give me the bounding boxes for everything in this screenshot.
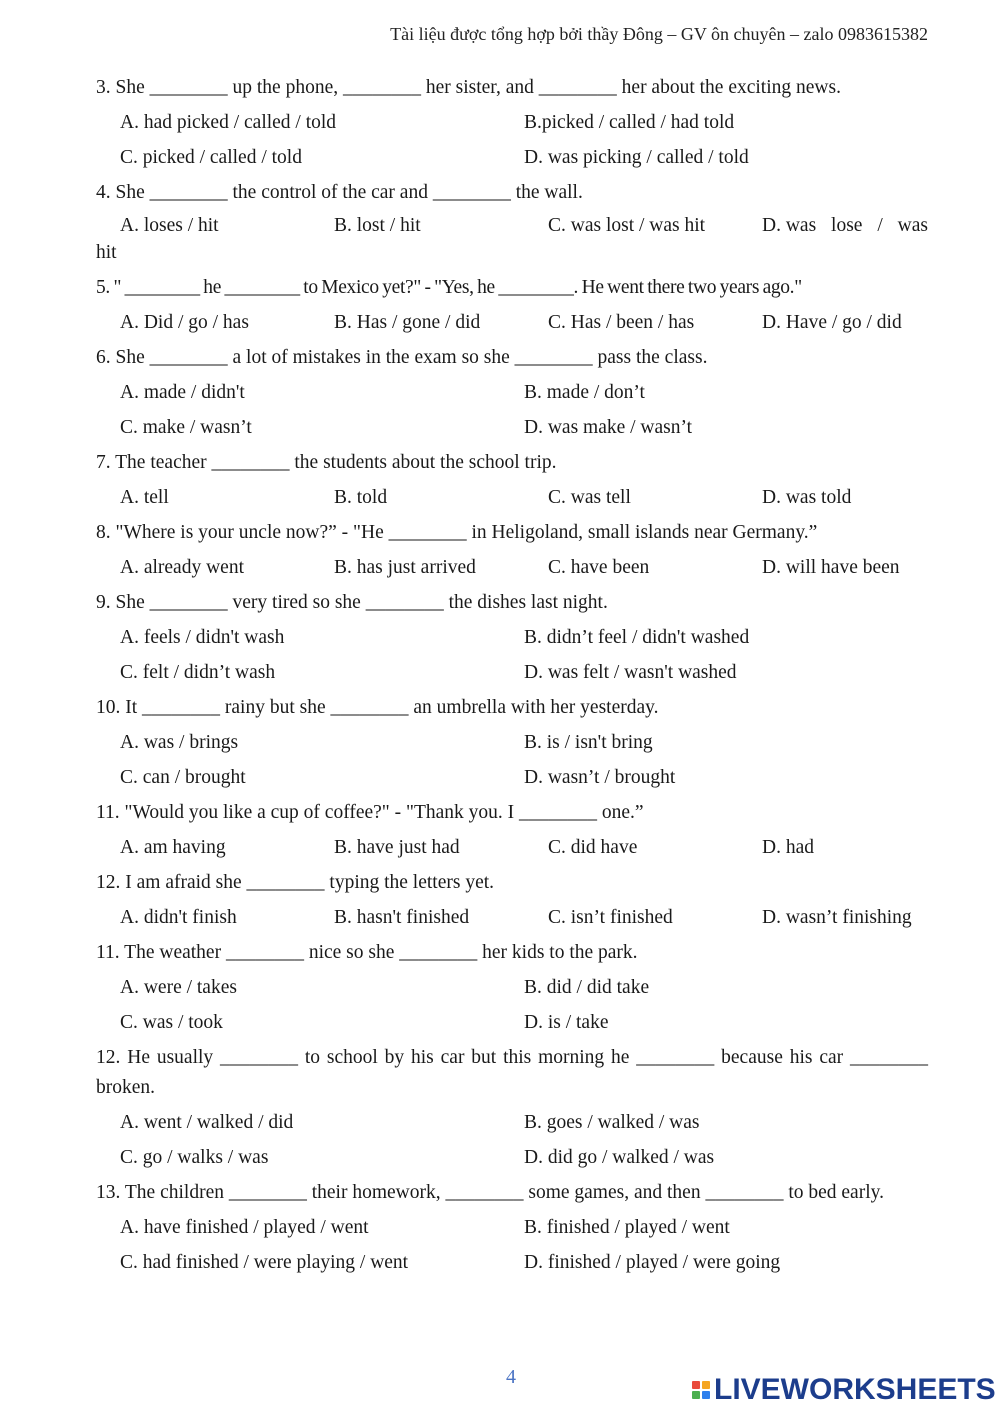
page-header: Tài liệu được tổng hợp bởi thầy Đông – GV ôn chuyên – zalo 0983615382 (390, 24, 928, 44)
options-row (96, 210, 928, 242)
option-a[interactable]: A. have finished / played / went (120, 1216, 369, 1238)
option-c[interactable]: C. had finished / were playing / went (120, 1251, 409, 1273)
options-row (96, 900, 928, 935)
question-8 (96, 515, 928, 585)
options-row (96, 1005, 928, 1040)
options-row (96, 970, 928, 1005)
option-d[interactable]: D. finished / played / were going (524, 1251, 781, 1273)
option-d[interactable]: D. was told (762, 486, 852, 508)
options-row (96, 1105, 928, 1140)
question-11b (96, 935, 928, 1040)
option-a[interactable]: A. had picked / called / told (120, 111, 337, 133)
option-d-part: lose (831, 215, 863, 236)
option-b[interactable]: B. goes / walked / was (524, 1111, 700, 1133)
options-row (96, 620, 928, 655)
options-row (96, 140, 928, 175)
question-stem: 13. The children ________ their homework, ________ some games, and then ________ to bed early. (96, 1181, 884, 1203)
question-stem: 11. "Would you like a cup of coffee?" - "Thank you. I ________ one.” (96, 801, 644, 823)
option-a[interactable]: A. am having (120, 836, 226, 858)
options-row (96, 410, 928, 445)
option-d[interactable]: D. wasn’t finishing (762, 906, 912, 928)
question-10 (96, 690, 928, 795)
option-c[interactable]: C. go / walks / was (120, 1146, 269, 1168)
question-12 (96, 865, 928, 935)
option-b[interactable]: B. hasn't finished (334, 906, 470, 928)
options-row (96, 375, 928, 410)
logo-square (692, 1391, 700, 1399)
option-a[interactable]: A. loses / hit (120, 215, 219, 236)
liveworksheets-logo-icon (692, 1381, 710, 1399)
logo-square (702, 1381, 710, 1389)
option-b[interactable]: B. made / don’t (524, 381, 645, 403)
options-row (96, 1210, 928, 1245)
options-row (96, 105, 928, 140)
option-d[interactable]: D. did go / walked / was (524, 1146, 715, 1168)
option-d-part: was (897, 215, 928, 236)
option-d[interactable] (762, 215, 928, 237)
question-13 (96, 1175, 928, 1280)
option-c[interactable]: C. felt / didn’t wash (120, 661, 276, 683)
option-d[interactable]: D. had (762, 836, 814, 858)
option-b[interactable]: B. finished / played / went (524, 1216, 730, 1238)
option-c[interactable]: C. did have (548, 836, 638, 858)
option-d[interactable]: D. was make / wasn’t (524, 416, 693, 438)
option-b[interactable]: B. Has / gone / did (334, 311, 481, 333)
options-row (96, 550, 928, 585)
question-stem: 7. The teacher ________ the students about the school trip. (96, 451, 557, 473)
option-a[interactable]: A. feels / didn't wash (120, 626, 285, 648)
option-c[interactable]: C. have been (548, 556, 650, 578)
page-number: 4 (506, 1366, 516, 1388)
question-12b (96, 1040, 928, 1175)
option-a[interactable]: A. already went (120, 556, 244, 578)
option-b[interactable]: B.picked / called / had told (524, 111, 735, 133)
question-stem: 10. It ________ rainy but she ________ an umbrella with her yesterday. (96, 696, 659, 718)
option-c[interactable]: C. can / brought (120, 766, 246, 788)
question-11 (96, 795, 928, 865)
option-b[interactable]: B. have just had (334, 836, 460, 858)
question-5 (96, 270, 928, 340)
question-stem: 4. She ________ the control of the car and ________ the wall. (96, 181, 583, 203)
question-stem: 6. She ________ a lot of mistakes in the exam so she ________ pass the class. (96, 346, 708, 368)
option-a[interactable]: A. was / brings (120, 731, 239, 753)
option-b[interactable]: B. lost / hit (334, 215, 421, 236)
question-stem: 12. I am afraid she ________ typing the letters yet. (96, 871, 495, 893)
option-a[interactable]: A. Did / go / has (120, 311, 249, 333)
option-d[interactable]: D. will have been (762, 556, 900, 578)
logo-square (702, 1391, 710, 1399)
question-list (96, 70, 928, 1280)
question-4 (96, 175, 928, 266)
option-a[interactable]: A. didn't finish (120, 906, 237, 928)
logo-square (692, 1381, 700, 1389)
options-row (96, 655, 928, 690)
option-c[interactable]: C. isn’t finished (548, 906, 673, 928)
question-stem: 3. She ________ up the phone, ________ her sister, and ________ her about the exciting news. (96, 76, 841, 98)
options-row (96, 305, 928, 340)
options-row (96, 760, 928, 795)
option-d[interactable]: D. wasn’t / brought (524, 766, 676, 788)
options-row (96, 480, 928, 515)
question-9 (96, 585, 928, 690)
options-row (96, 830, 928, 865)
option-c[interactable]: C. make / wasn’t (120, 416, 252, 438)
option-c[interactable]: C. was / took (120, 1011, 223, 1033)
question-stem: 5. " ________ he ________ to Mexico yet?" - "Yes, he ________. He went there two years ago." (96, 276, 802, 298)
option-d-part: / (877, 215, 883, 236)
option-a[interactable]: A. tell (120, 486, 169, 508)
options-row (96, 1245, 928, 1280)
question-stem: 11. The weather ________ nice so she ________ her kids to the park. (96, 941, 638, 963)
option-b[interactable]: B. did / did take (524, 976, 650, 998)
option-b[interactable]: B. told (334, 486, 388, 508)
question-stem: 12. He usually ________ to school by his car but this morning he ________ because his car ________ broken. (96, 1046, 928, 1098)
question-7 (96, 445, 928, 515)
option-a[interactable]: A. made / didn't (120, 381, 245, 403)
option-d-part: D. was (762, 215, 817, 236)
question-6 (96, 340, 928, 445)
option-b[interactable]: B. didn’t feel / didn't washed (524, 626, 750, 648)
brand-name: LIVEWORKSHEETS (714, 1373, 996, 1406)
option-b[interactable]: B. has just arrived (334, 556, 476, 578)
option-c[interactable]: C. was lost / was hit (548, 215, 706, 236)
option-d[interactable]: D. was felt / wasn't washed (524, 661, 737, 683)
option-d[interactable]: D. was picking / called / told (524, 146, 749, 168)
question-stem: 8. "Where is your uncle now?” - "He ________ in Heligoland, small islands near Germany.” (96, 521, 818, 543)
option-a[interactable]: A. were / takes (120, 976, 237, 998)
option-c[interactable]: C. picked / called / told (120, 146, 302, 168)
option-b[interactable]: B. is / isn't bring (524, 731, 653, 753)
option-d[interactable]: D. is / take (524, 1011, 609, 1033)
option-a[interactable]: A. went / walked / did (120, 1111, 294, 1133)
liveworksheets-brand (692, 1373, 996, 1407)
option-c[interactable]: C. Has / been / has (548, 311, 695, 333)
options-row (96, 1140, 928, 1175)
option-d[interactable]: D. Have / go / did (762, 311, 902, 333)
question-stem: 9. She ________ very tired so she ________ the dishes last night. (96, 591, 608, 613)
option-d-continuation: hit (96, 242, 117, 263)
option-c[interactable]: C. was tell (548, 486, 631, 508)
question-3 (96, 70, 928, 175)
options-row (96, 725, 928, 760)
